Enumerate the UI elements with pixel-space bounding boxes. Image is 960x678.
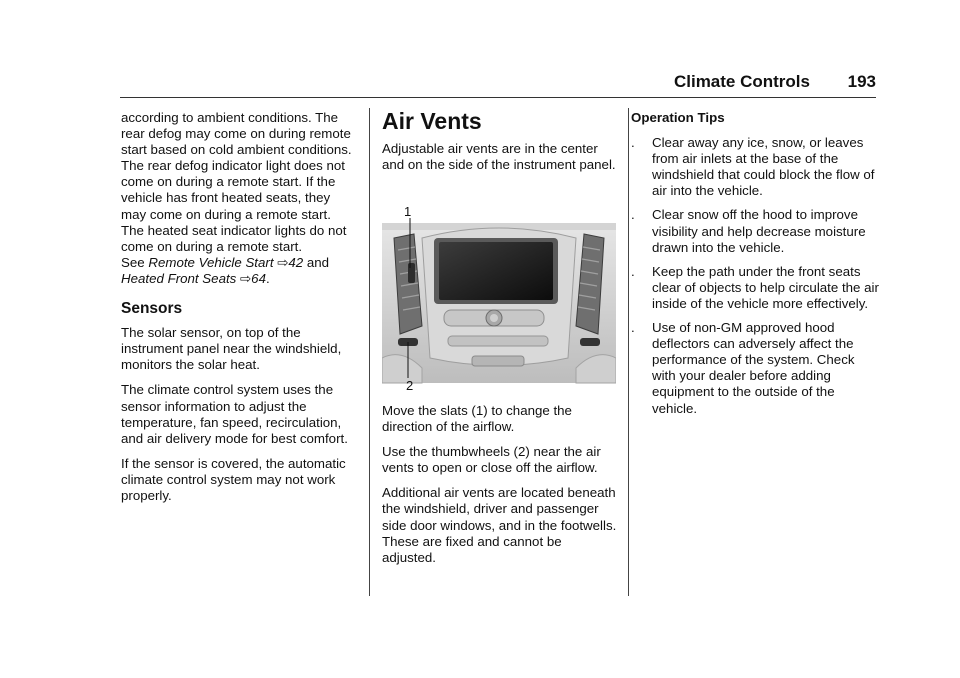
operation-tips-heading: Operation Tips — [631, 110, 725, 125]
header-rule — [120, 97, 876, 98]
tip-text: Clear snow off the hood to improve visibility and help decrease moisture drawn into the vehicle. — [652, 207, 866, 255]
list-item — [631, 135, 879, 199]
bullet-mark: . — [631, 135, 635, 151]
air-vents-heading: Air Vents — [382, 108, 482, 134]
page-number: 193 — [847, 72, 876, 91]
header-title: Climate Controls — [673, 72, 810, 91]
air-vents-paragraph-1: Move the slats (1) to change the direction of the airflow. — [382, 403, 572, 435]
sensors-paragraph-1: The solar sensor, on top of the instrument panel near the windshield, monitors the solar heat. — [121, 325, 342, 373]
list-item — [631, 207, 879, 255]
column-middle-lower — [382, 403, 618, 575]
instrument-panel-illustration — [382, 208, 616, 398]
bullet-mark: . — [631, 320, 635, 336]
and-word: and — [306, 254, 330, 270]
bullet-mark: . — [631, 263, 635, 279]
infotainment-screen — [439, 242, 553, 300]
tip-text: Clear away any ice, snow, or leaves from air inlets at the base of the windshield that could block the flow of air into the vehicle. — [652, 135, 875, 199]
column-divider-left — [369, 108, 370, 596]
ref-heated-front-seats[interactable]: Heated Front Seats — [121, 270, 237, 286]
intro-paragraph: according to ambient conditions. The rear defog may come on during remote start based on cold ambient conditions. The rear defog indicator light does not come on during a remote start. If the vehicle has front heated seats, they may come on during a remote start. The heated seat indicator lights do not come on during a remote start. — [121, 110, 352, 254]
list-item — [631, 264, 879, 312]
column-right — [631, 110, 879, 425]
air-vents-intro: Adjustable air vents are in the center and on the side of the instrument panel. — [382, 141, 616, 173]
right-thumbwheel — [580, 338, 600, 346]
tip-text: Keep the path under the front seats clear of objects to help circulate the air inside of the vehicle more effectively. — [652, 263, 879, 311]
page-header — [120, 68, 876, 98]
callout-label-1: 1 — [404, 204, 412, 219]
air-vents-paragraph-3: Additional air vents are located beneath the windshield, driver and passenger side door windows, and in the footwells. These are fixed and cannot be adjusted. — [382, 485, 617, 565]
sensors-paragraph-2: The climate control system uses the sensor information to adjust the temperature, fan speed, recirculation, and air delivery mode for best comfort. — [121, 382, 348, 446]
page-ref-arrow-icon: ⇨ — [277, 254, 289, 270]
see-also-line: See Remote Vehicle Start ⇨42 and Heated Front Seats ⇨64. — [121, 254, 330, 286]
ref-remote-vehicle-start[interactable]: Remote Vehicle Start — [148, 254, 274, 270]
ref1-page[interactable]: 42 — [288, 254, 304, 270]
column-divider-right — [628, 108, 629, 596]
column-middle — [382, 141, 618, 182]
sensors-heading: Sensors — [121, 300, 183, 318]
instrument-panel-figure — [382, 204, 616, 398]
air-vents-paragraph-2: Use the thumbwheels (2) near the air vents to open or close off the airflow. — [382, 444, 601, 476]
callout-label-2: 2 — [406, 378, 414, 393]
sensors-paragraph-3: If the sensor is covered, the automatic climate control system may not work properly. — [121, 455, 346, 503]
tip-text: Use of non-GM approved hood deflectors can adversely affect the performance of the system. Check with your dealer before adding equipment to the outside of the vehicle. — [652, 320, 855, 416]
see-prefix: See — [121, 254, 145, 270]
bullet-mark: . — [631, 207, 635, 223]
column-left — [121, 110, 357, 513]
ref2-page[interactable]: 64 — [251, 270, 266, 286]
list-item — [631, 320, 879, 417]
left-vent-slat-tab — [408, 263, 415, 283]
page-ref-arrow-icon: ⇨ — [240, 270, 252, 286]
